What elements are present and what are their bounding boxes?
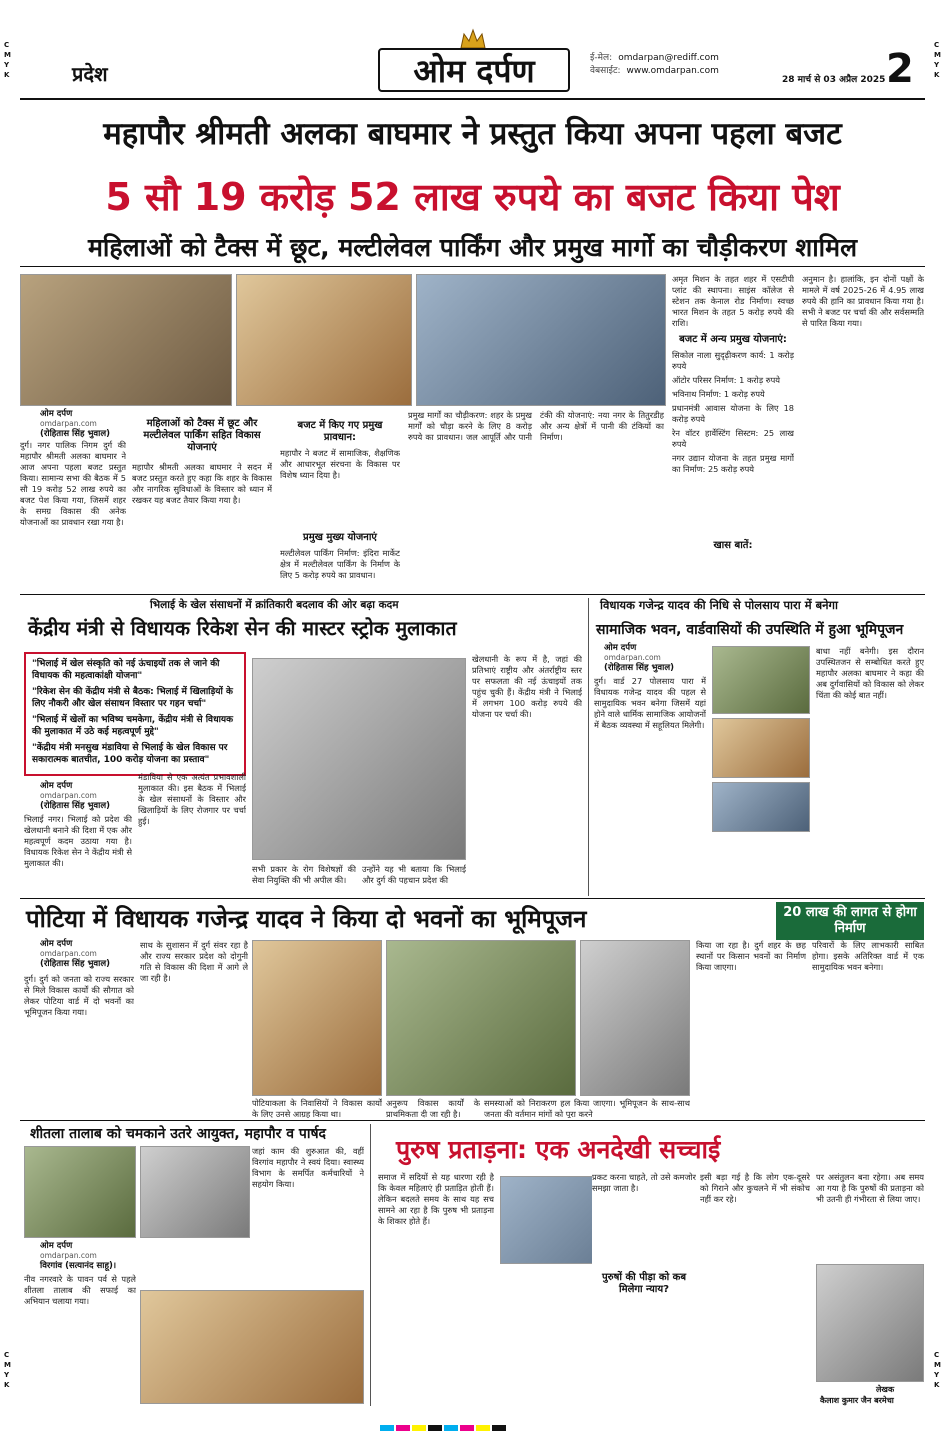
lead-col-5: अमृत मिशन के तहत शहर में एसटीपी प्लांट की स्थापना। साइंस कॉलेज से स्टेशन तक केनाल रोड निर्माण। स्वच्छ भारत मिशन के तहत 5 करोड़ रुपये की राशि। <box>672 274 794 328</box>
story3-photo-3 <box>712 782 810 832</box>
lead-col-6: अनुमान है। हालांकि, इन दोनों पक्षों के मामले में वर्ष 2025-26 में 4.95 लाख रुपये की हानि का प्रावधान किया गया है। सभी ने बजट पर चर्चा की और सर्वसम्मति से पारित किया गया। <box>802 274 924 328</box>
story3-col-2: बाधा नहीं बनेगी। इस दौरान उपस्थितजन से सम्बोधित करते हुए महापौर अलका बाघमार ने कहा की अब दुर्गवासियों को विकास को लेकर चिंता की कोई बात नहीं। <box>816 646 924 700</box>
bullet-item: "केंद्रीय मंत्री मनसुख मंडाविया से भिलाई के खेल विकास पर सकारात्मक बातचीत, 100 करोड़ योजना का प्रस्ताव" <box>32 743 228 765</box>
lead-photo-hall <box>416 274 666 406</box>
story3-col-1: दुर्ग। वार्ड 27 पोलसाय पारा में विधायक गजेन्द्र यादव की पहल से सामुदायिक भवन बनेगा जिसमें यहां होने वाले धार्मिक सामाजिक आयोजनों में बैठक व्यवस्था में सहूलियत मिलेगी। <box>594 676 706 730</box>
story6-col-4: पर असंतुलन बना रहेगा। अब समय आ गया है कि पुरुषों की प्रताड़ना को भी उतनी ही गंभीरता से लिया जाए। <box>816 1172 924 1204</box>
story4-badge: 20 लाख की लागत से होगा निर्माण <box>776 902 924 940</box>
lead-subhead-1: महिलाओं को टैक्स में छूट और मल्टीलेवल पार्किंग सहित विकास योजनाएं <box>143 418 261 453</box>
lead-col-3b: मल्टीलेवल पार्किंग निर्माण: इंदिरा मार्केट क्षेत्र में मल्टीलेवल पार्किंग के निर्माण के लिए 5 करोड़ रुपये का प्रावधान। <box>280 548 400 580</box>
story5-byline: ओम दर्पण omdarpan.com विरगांव (सत्यानंद साहू)। <box>40 1241 117 1271</box>
story5-col-2: जहां काम की शुरुआत की, वहीं विरगांव महापौर ने स्वयं दिया। स्वास्थ्य विभाग के समर्पित कर्मचारियों ने सहयोग किया। <box>252 1146 364 1189</box>
list-item: भविनाथ निर्माण: 1 करोड़ रुपये <box>672 389 765 399</box>
story4-photo-2 <box>386 940 576 1096</box>
headline-rule <box>20 266 925 267</box>
story5-col-1: नीव नगरवारे के पावन पर्व से पहले शीतला तालाब की सफाई का अभियान चलाया गया। <box>24 1274 136 1306</box>
story4-photo-3 <box>580 940 690 1096</box>
story2-byline: ओम दर्पण omdarpan.com (रोहितास सिंह भुवाल) <box>40 781 111 811</box>
story4-bottom-rule <box>20 1120 925 1121</box>
website-link[interactable]: www.omdarpan.com <box>626 66 719 76</box>
cmyk-mark-right-bottom: C M Y K <box>934 1351 941 1389</box>
lead-photo-mayor <box>20 274 232 406</box>
lead-col-1: दुर्ग। नगर पालिक निगम दुर्ग की महापौर श्रीमती अलका बाघमार ने आज अपना पहला बजट प्रस्तुत किया। सामान्य सभा की बैठक में 5 सौ 19 करोड़ 52 लाख रुपये का बजट पेश किया गया, जिसमें शहर के समग्र विकास की अनेक योजनाओं का प्रावधान रखा गया है। <box>20 440 126 527</box>
lead-subhead-5: बजट में अन्य प्रमुख योजनाएं: <box>679 334 787 345</box>
story4-photo-1 <box>252 940 382 1096</box>
section-label: प्रदेश <box>72 62 108 86</box>
lead-headline-2: 5 सौ 19 करोड़ 52 लाख रुपये का बजट किया पेश <box>105 175 840 219</box>
story5-headline: शीतला तालाब को चमकाने उतरे आयुक्त, महापौर व पार्षद <box>30 1126 326 1142</box>
lead-col-2: महापौर श्रीमती अलका बाघमार ने सदन में बजट प्रस्तुत करते हुए कहा कि शहर के विकास और नागरिक सुविधाओं के विस्तार को ध्यान में रखकर यह बजट तैयार किया गया है। <box>132 462 272 505</box>
lead-col-3: महापौर ने बजट में सामाजिक, शैक्षणिक और आधारभूत संरचना के विकास पर विशेष ध्यान दिया है। <box>280 448 400 480</box>
author-photo <box>816 1264 924 1382</box>
contact-info: ई-मेल: omdarpan@rediff.com वेबसाईट: www.omdarpan.com <box>590 53 719 76</box>
crown-emblem-icon <box>458 28 488 50</box>
list-item: ऑटोर परिसर निर्माण: 1 करोड़ रुपये <box>672 375 780 385</box>
story4-col-4: समस्याओं को निराकरण हल किया जाएगा। भूमिपूजन के साथ-साथ जनता की वर्तमान मांगों को पूरा करने <box>484 1098 690 1118</box>
story4-col-6: परिवारों के लिए लाभकारी साबित होगा। इसके अतिरिक्त वार्ड में एक सामुदायिक भवन बनेगा। <box>812 940 924 972</box>
story5-photo-1 <box>24 1146 136 1238</box>
email-link[interactable]: omdarpan@rediff.com <box>618 53 719 63</box>
story2-bullets <box>24 652 246 776</box>
story4-headline: पोटिया में विधायक गजेन्द्र यादव ने किया दो भवनों का भूमिपूजन <box>26 905 587 933</box>
story3-bottom-rule <box>20 898 925 899</box>
bullet-item: "भिलाई में खेलों का भविष्य चमकेगा, केंद्रीय मंत्री से विधायक की मुलाकात में उठे कई महत्वपूर्ण मुद्दे" <box>32 715 234 737</box>
story3-photo-2 <box>712 718 810 778</box>
story6-col-3: इसी बड़ा गई है कि लोग एक-दूसरे को गिराने और कुचलने में भी संकोच नहीं कर रहे। <box>700 1172 810 1204</box>
lead-list-5 <box>672 350 794 536</box>
story-divider <box>588 598 589 896</box>
story6-col-2: प्रकट करना चाहते, तो उसे कमजोर समझा जाता है। <box>592 1172 696 1268</box>
story2-caption-2: उन्होंने यह भी बताया कि भिलाई और दुर्ग की पहचान प्रदेश की <box>362 864 466 885</box>
list-item: रेन वॉटर हार्वेस्टिंग सिस्टम: 25 लाख रुपये <box>672 428 794 449</box>
story4-byline: ओम दर्पण omdarpan.com (रोहितास सिंह भुवाल) <box>40 939 111 969</box>
story3-headline: सामाजिक भवन, वार्डवासियों की उपस्थिति में हुआ भूमिपूजन <box>596 622 904 638</box>
cmyk-mark-left: C M Y K <box>4 41 11 79</box>
lead-photo-assembly <box>236 274 412 406</box>
masthead-rule <box>20 98 925 100</box>
lead-bottom-rule <box>20 594 925 595</box>
story4-caption: पोटियाकला के निवासियों ने विकास कार्यों के लिए उनसे आग्रह किया था। <box>252 1098 382 1118</box>
story2-photo <box>252 658 466 860</box>
list-item: नगर उद्यान योजना के तहत प्रमुख मार्गो का निर्माण: 25 करोड़ रुपये <box>672 453 794 474</box>
lead-byline: ओम दर्पण omdarpan.com (रोहितास सिंह भुवाल) <box>40 409 111 439</box>
story2-headline: केंद्रीय मंत्री से विधायक रिकेश सेन की मास्टर स्ट्रोक मुलाकात <box>28 617 457 640</box>
story2-caption-1: सभी प्रकार के रोग विशेषज्ञों की सेवा नियुक्ति की भी अपील की। <box>252 864 356 885</box>
cmyk-mark-left-bottom: C M Y K <box>4 1351 11 1389</box>
lead-col-4: प्रमुख मार्गों का चौड़ीकरण: शहर के प्रमुख मार्गों को चौड़ा करने के लिए 8 करोड़ रुपये का प्रावधान। जल आपूर्ति और पानी टंकी की योजनाएं: नया नगर के तितुरडीह और अन्य क्षेत्रों में पानी की टंकियों का निर्माण। <box>408 410 664 442</box>
list-item: प्रधानमंत्री आवास योजना के लिए 18 करोड़ रुपये <box>672 403 794 424</box>
color-registration-bar <box>380 1416 580 1424</box>
story5-photo-3 <box>140 1290 364 1404</box>
lead-subhead-3: प्रमुख मुख्य योजनाएं <box>303 532 377 543</box>
lead-headline-1: महापौर श्रीमती अलका बाघमार ने प्रस्तुत किया अपना पहला बजट <box>103 116 842 152</box>
story6-col-1: समाज में सदियों से यह धारणा रही है कि केवल महिलाएं ही प्रताड़ित होती हैं। लेकिन बदलते समय के साथ यह सच सामने आ रहा है कि पुरुष भी प्रताड़ना के शिकार होते हैं। <box>378 1172 494 1226</box>
bullet-item: "भिलाई में खेल संस्कृति को नई ऊंचाइयों तक ले जाने की विधायक की महत्वाकांक्षी योजना" <box>32 659 220 681</box>
story3-byline: ओम दर्पण omdarpan.com (रोहितास सिंह भुवाल) <box>604 643 675 673</box>
page-number: 2 <box>886 46 914 92</box>
bullet-item: "रिकेश सेन की केंद्रीय मंत्री से बैठक: भिलाई में खिलाड़ियों के लिए नौकरी और खेल संसाधन विस्तार पर गहन चर्चा" <box>32 687 233 709</box>
story4-col-3: अनुरूप विकास कार्यों के प्राथमिकता दी जा रही है। <box>386 1098 480 1118</box>
cmyk-mark-right: C M Y K <box>934 41 941 79</box>
story6-author-label: लेखक <box>876 1385 895 1394</box>
issue-date: 28 मार्च से 03 अप्रैल 2025 <box>782 75 886 85</box>
lead-headline-3: महिलाओं को टैक्स में छूट, मल्टीलेवल पार्किंग और प्रमुख मार्गो का चौड़ीकरण शामिल <box>87 233 858 262</box>
story4-col-1: दुर्ग। दुर्ग को जनता को राज्य सरकार से मिले विकास कार्यों की सौगात को लेकर पोटिया वार्ड में दो भवनों का भूमिपूजन किया गया। <box>24 974 134 1017</box>
lead-subhead-2: बजट में किए गए प्रमुख प्रावधान: <box>297 420 383 443</box>
story4-col-2: साथ के सुशासन में दुर्ग संवर रहा है और राज्य सरकार प्रदेश को दोगुनी गति से विकास की दिशा में आगे ले जा रही है। <box>140 940 248 983</box>
story2-col-3: खेलधानी के रूप में है, जहां की प्रतिभाएं राष्ट्रीय और अंतर्राष्ट्रीय स्तर पर सफलता की नई ऊंचाइयों तक पहुंच चुकी हैं। केंद्रीय मंत्री ने भिलाई में लगभग 100 करोड़ रुपये की योजना पर चर्चा की। <box>472 654 582 719</box>
lead-subhead-5b: खास बातें: <box>713 540 753 551</box>
story2-col-2: मंडाविया से एक अत्यंत प्रभावशाली मुलाकात की। इस बैठक में भिलाई के खेल संसाधनों के विस्तार और खिलाड़ियों के लिए रोजगार पर चर्चा हुई। <box>138 772 246 826</box>
story5-photo-2 <box>140 1146 250 1238</box>
story3-photo-1 <box>712 646 810 714</box>
story2-kicker: भिलाई के खेल संसाधनों में क्रांतिकारी बदलाव की ओर बढ़ा कदम <box>150 599 399 611</box>
story6-author-name: कैलाश कुमार जैन बरमेचा <box>820 1396 894 1405</box>
story2-col-1: भिलाई नगर। भिलाई को प्रदेश की खेलधानी बनाने की दिशा में एक और महत्वपूर्ण कदम उठाया गया है। विधायक रिकेश सेन ने केंद्रीय मंत्री से मुलाकात की। <box>24 814 132 868</box>
newspaper-logo: ओम दर्पण <box>378 48 570 92</box>
story6-subhead: पुरुषों की पीड़ा को कब मिलेगा न्याय? <box>601 1272 687 1295</box>
story6-headline: पुरुष प्रताड़ना: एक अनदेखी सच्चाई <box>396 1135 721 1164</box>
story4-col-5: किया जा रहा है। दुर्ग शहर के छह स्थानों पर किसान भवनों का निर्माण किया जाएगा। <box>696 940 806 972</box>
story-divider <box>370 1124 371 1406</box>
story3-kicker: विधायक गजेन्द्र यादव की निधि से पोलसाय पारा में बनेगा <box>600 598 838 612</box>
list-item: सिकोल नाला सुदृढ़ीकरण कार्य: 1 करोड़ रुपये <box>672 350 794 371</box>
